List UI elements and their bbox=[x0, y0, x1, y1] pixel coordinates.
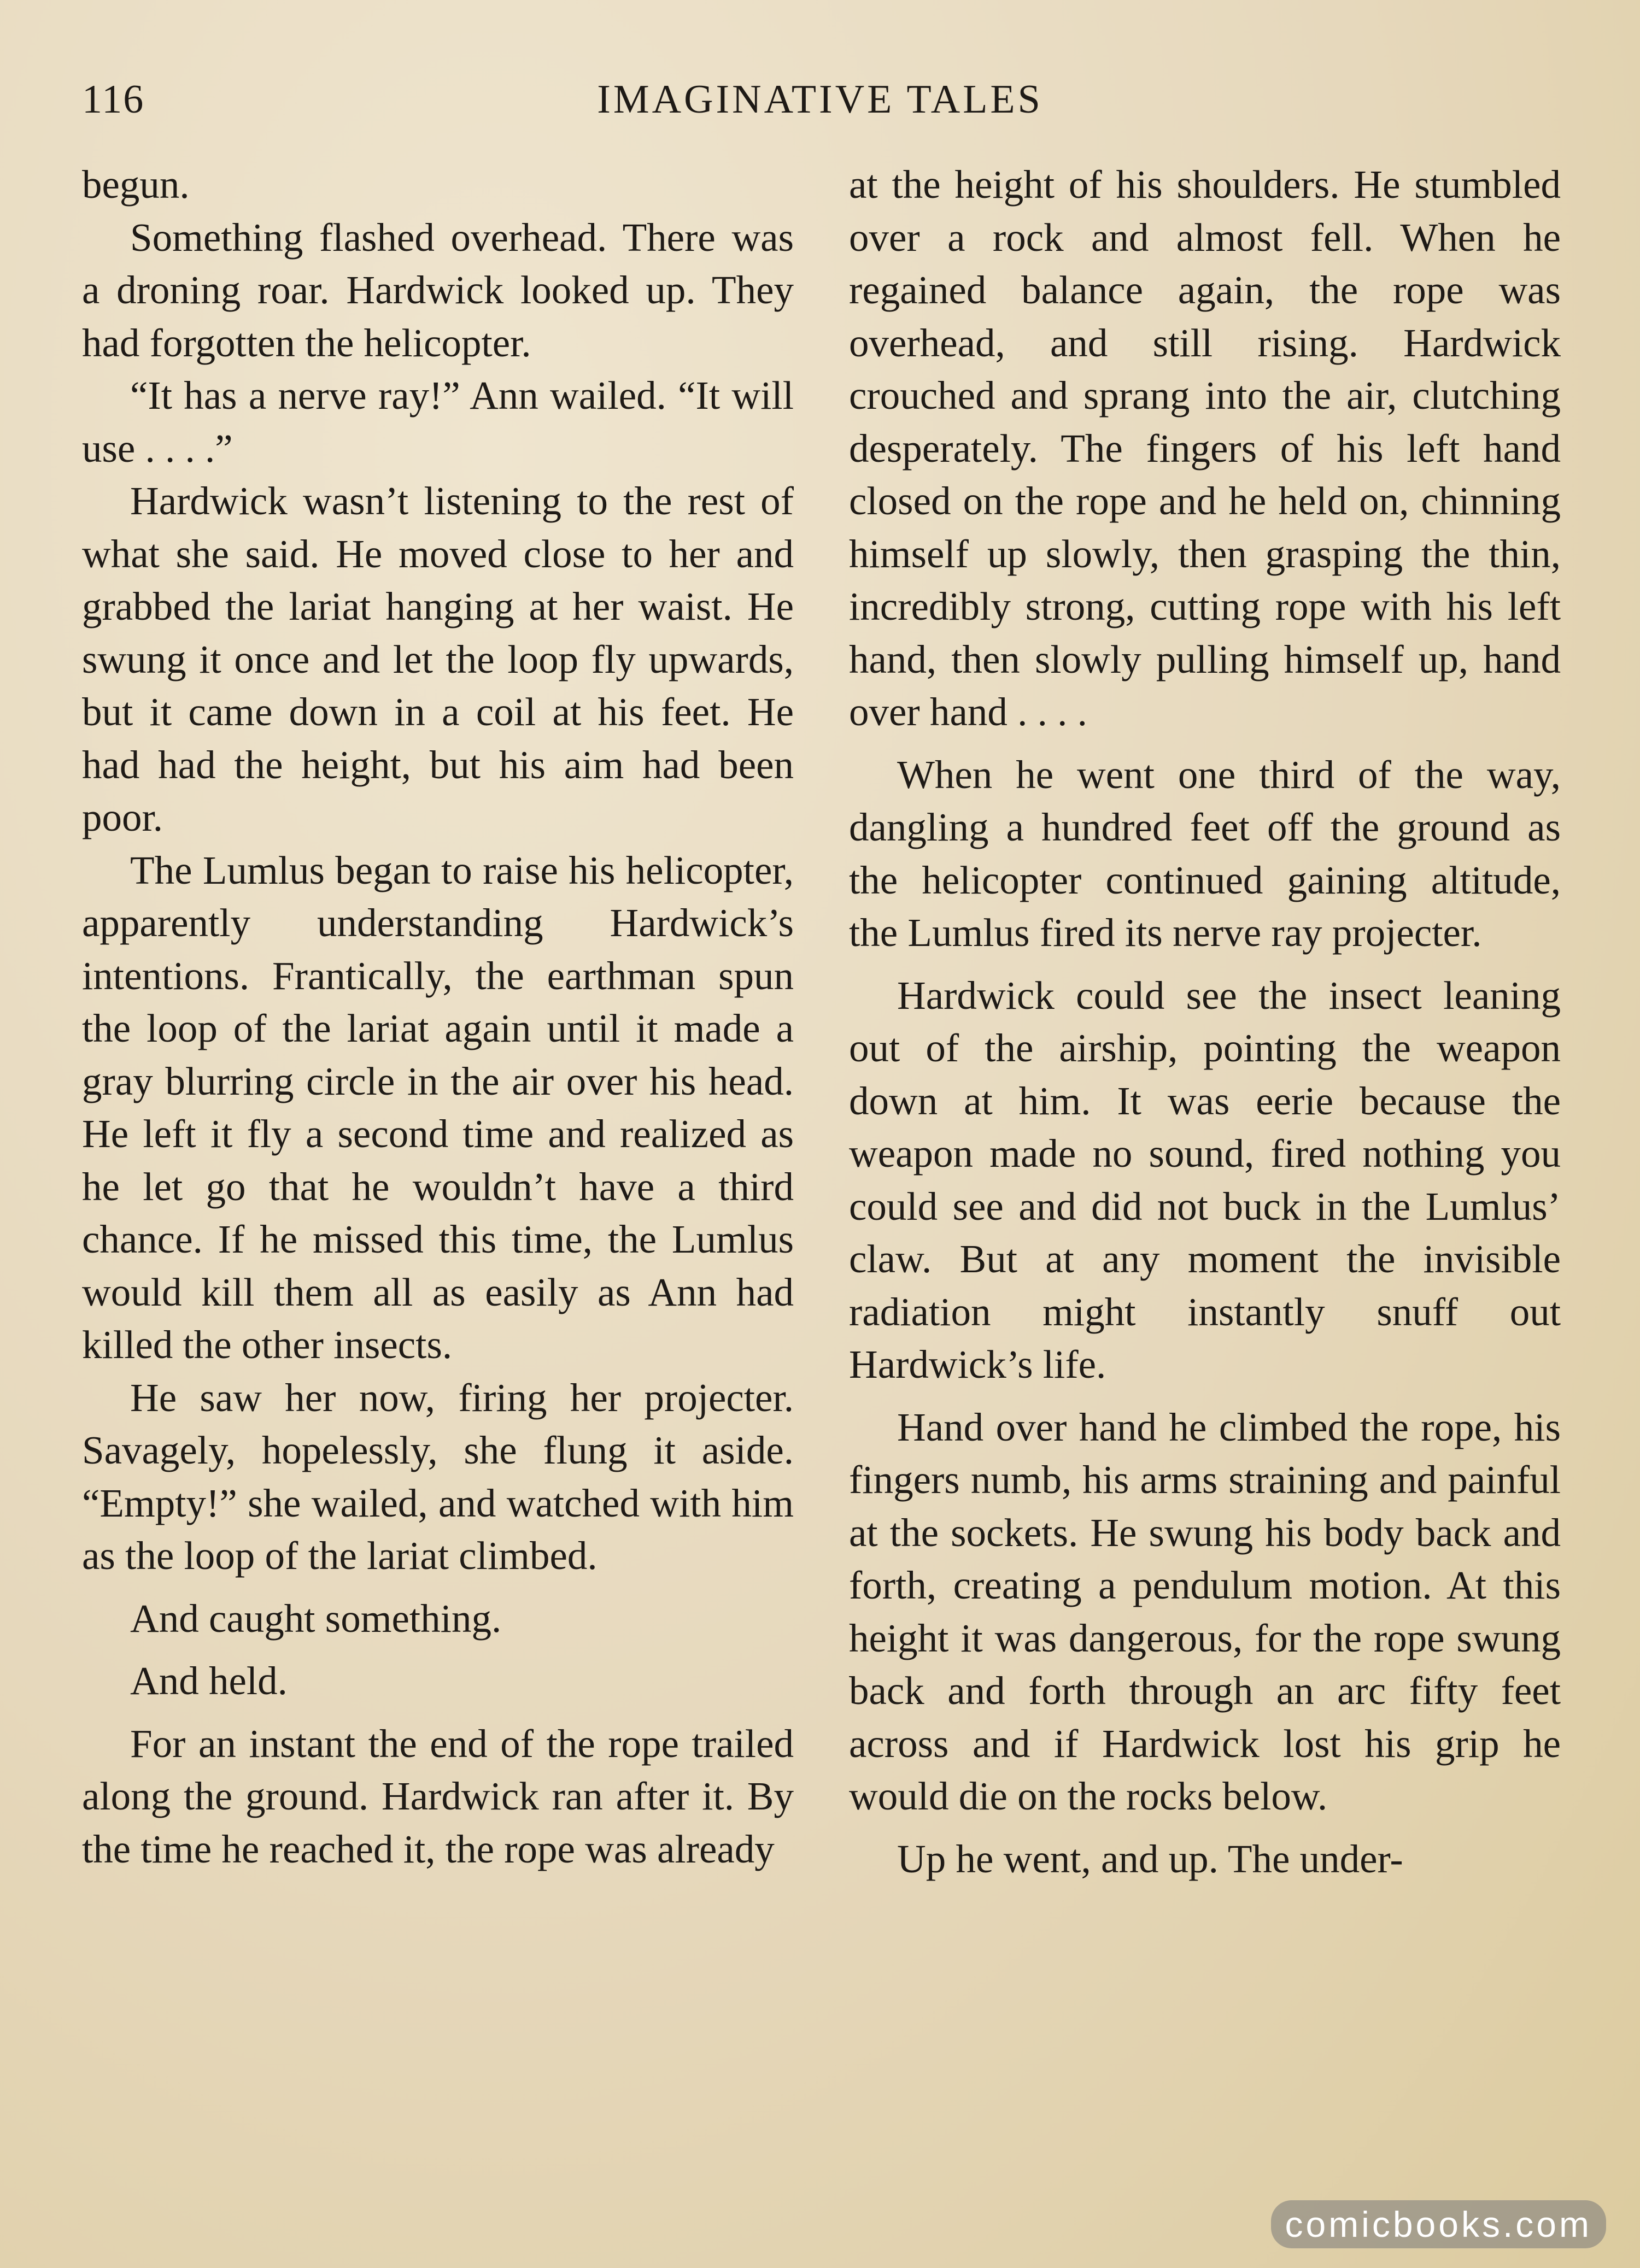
paragraph: begun. bbox=[82, 162, 190, 207]
paragraph: Hand over hand he climbed the rope, his fingers numb, his arms straining and painful at the sockets. He swung his body back and forth, creating a pendulum motion. At this height it was dangerous, for the rope swung back and forth through an arc fifty feet across and if Hardwick lost his grip he would die on the rocks below. bbox=[849, 1405, 1561, 1818]
paragraph: And caught something. bbox=[130, 1596, 502, 1641]
paragraph: For an instant the end of the rope trailed along the ground. Hardwick ran after it. By the time he reached it, the rope was already bbox=[82, 1721, 794, 1871]
paragraph: The Lumlus began to raise his helicopter, apparently understanding Hardwick’s intentions. Frantically, the earthman spun the loop of the lariat again until it made a gray blurring circle in the air over his head. He left it fly a second time and realized as he let go that he wouldn’t have a third chance. If he missed this time, the Lumlus would kill them all as easily as Ann had killed the other insects. bbox=[82, 848, 794, 1367]
paragraph: Something flashed overhead. There was a droning roar. Hardwick looked up. They had forgotten the helicopter. bbox=[82, 215, 794, 365]
page-header bbox=[0, 77, 1640, 131]
page-number: 116 bbox=[82, 77, 145, 122]
paragraph: “It has a nerve ray!” Ann wailed. “It will use . . . .” bbox=[82, 373, 794, 471]
paragraph: Hardwick could see the insect leaning out of the airship, pointing the weapon down at him. It was eerie because the weapon made no sound, fired nothing you could see and did not buck in the Lumlus’ claw. But at any moment the invisible radiation might instantly snuff out Hardwick’s life. bbox=[849, 973, 1561, 1386]
paragraph: And held. bbox=[130, 1659, 288, 1703]
paragraph: Hardwick wasn’t listening to the rest of what she said. He moved close to her and grabbed the lariat hanging at her waist. He swung it once and let the loop fly upwards, but it came down in a coil at his feet. He had had the height, but his aim had been poor. bbox=[82, 479, 794, 839]
running-title: IMAGINATIVE TALES bbox=[597, 77, 1043, 122]
left-column bbox=[82, 158, 794, 1876]
paragraph: Up he went, and up. The under- bbox=[897, 1836, 1403, 1881]
right-column bbox=[849, 158, 1561, 1885]
watermark-logo: comicbooks.com bbox=[1271, 2200, 1607, 2248]
paragraph: When he went one third of the way, dangling a hundred feet off the ground as the helicopter continued gaining altitude, the Lumlus fired its nerve ray projecter. bbox=[849, 752, 1561, 955]
paragraph: at the height of his shoulders. He stumbled over a rock and almost fell. When he regained balance again, the rope was overhead, and still rising. Hardwick crouched and sprang into the air, clutching desperately. The fingers of his left hand closed on the rope and he held on, chinning himself up slowly, then grasping the thin, incredibly strong, cutting rope with his left hand, then slowly pulling himself up, hand over hand . . . . bbox=[849, 162, 1561, 734]
paragraph: He saw her now, firing her projecter. Savagely, hopelessly, she flung it aside. “Empty!” she wailed, and watched with him as the loop of the lariat climbed. bbox=[82, 1375, 794, 1578]
